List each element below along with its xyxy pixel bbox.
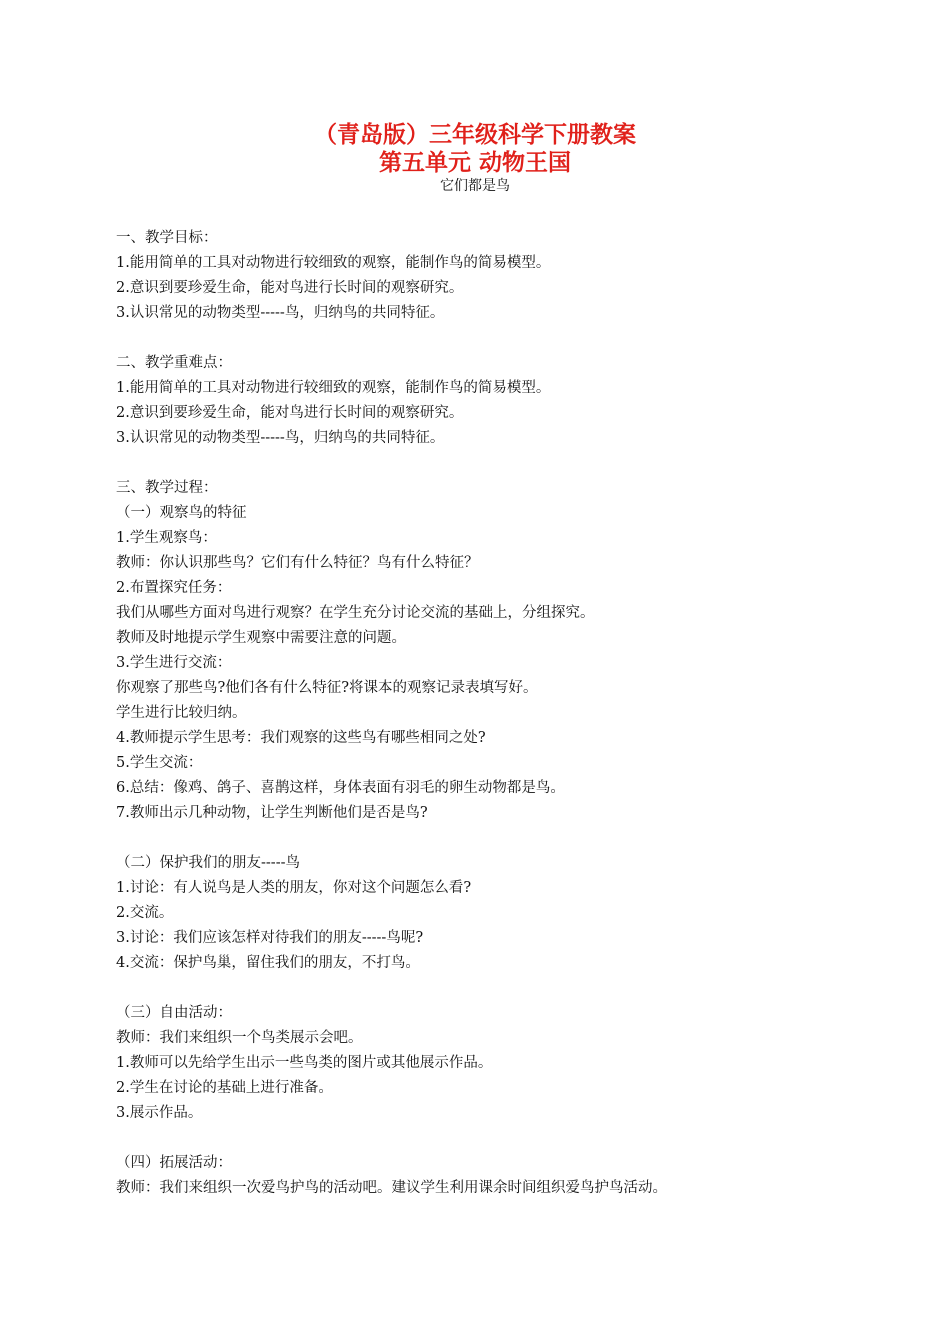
process-item: 4.交流：保护鸟巢，留住我们的朋友，不打鸟。 xyxy=(116,955,420,971)
key-point-item: 2.意识到要珍爱生命，能对鸟进行长时间的观察研究。 xyxy=(116,405,464,421)
section-heading-key-points: 二、教学重难点： xyxy=(116,355,232,371)
section-heading-process: 三、教学过程： xyxy=(116,480,218,496)
lesson-subtitle: 它们都是鸟 xyxy=(440,178,510,194)
key-point-item: 3.认识常见的动物类型-----鸟，归纳鸟的共同特征。 xyxy=(116,430,445,446)
process-item: 3.讨论：我们应该怎样对待我们的朋友-----鸟呢? xyxy=(116,930,424,946)
process-item: 3.学生进行交流： xyxy=(116,655,232,671)
process-item: 教师：我们来组织一次爱鸟护鸟的活动吧。建议学生利用课余时间组织爱鸟护鸟活动。 xyxy=(116,1180,667,1196)
objective-item: 1.能用简单的工具对动物进行较细致的观察，能制作鸟的简易模型。 xyxy=(116,255,551,271)
spacer xyxy=(116,451,836,476)
spacer xyxy=(116,976,836,1001)
subsection-heading-observe: （一）观察鸟的特征 xyxy=(116,505,247,521)
section-heading-objectives: 一、教学目标： xyxy=(116,230,218,246)
process-item: 你观察了那些鸟?他们各有什么特征?将课本的观察记录表填写好。 xyxy=(116,680,538,696)
objective-item: 3.认识常见的动物类型-----鸟，归纳鸟的共同特征。 xyxy=(116,305,445,321)
process-item: 2.布置探究任务： xyxy=(116,580,232,596)
key-point-item: 1.能用简单的工具对动物进行较细致的观察，能制作鸟的简易模型。 xyxy=(116,380,551,396)
objective-item: 2.意识到要珍爱生命，能对鸟进行长时间的观察研究。 xyxy=(116,280,464,296)
document-body xyxy=(116,226,836,1201)
document-title: （青岛版）三年级科学下册教案 xyxy=(314,122,636,148)
process-item: 6.总结：像鸡、鸽子、喜鹊这样，身体表面有羽毛的卵生动物都是鸟。 xyxy=(116,780,565,796)
process-item: 教师：你认识那些鸟？它们有什么特征？鸟有什么特征？ xyxy=(116,555,479,571)
spacer xyxy=(116,326,836,351)
process-item: 3.展示作品。 xyxy=(116,1105,203,1121)
process-item: 1.学生观察鸟： xyxy=(116,530,217,546)
unit-title: 第五单元 动物王国 xyxy=(378,150,571,176)
process-item: 学生进行比较归纳。 xyxy=(116,705,247,721)
process-item: 2.学生在讨论的基础上进行准备。 xyxy=(116,1080,333,1096)
subsection-heading-protect: （二）保护我们的朋友-----鸟 xyxy=(116,855,300,871)
process-item: 5.学生交流： xyxy=(116,755,203,771)
process-item: 1.讨论：有人说鸟是人类的朋友，你对这个问题怎么看? xyxy=(116,880,472,896)
process-item: 教师及时地提示学生观察中需要注意的问题。 xyxy=(116,630,406,646)
process-item: 7.教师出示几种动物，让学生判断他们是否是鸟? xyxy=(116,805,428,821)
spacer xyxy=(116,826,836,851)
process-item: 我们从哪些方面对鸟进行观察？在学生充分讨论交流的基础上，分组探究。 xyxy=(116,605,595,621)
process-item: 4.教师提示学生思考：我们观察的这些鸟有哪些相同之处? xyxy=(116,730,486,746)
process-item: 2.交流。 xyxy=(116,905,174,921)
subsection-heading-free-activity: （三）自由活动： xyxy=(116,1005,232,1021)
spacer xyxy=(116,1126,836,1151)
process-item: 教师：我们来组织一个鸟类展示会吧。 xyxy=(116,1030,363,1046)
subsection-heading-extension: （四）拓展活动： xyxy=(116,1155,232,1171)
process-item: 1.教师可以先给学生出示一些鸟类的图片或其他展示作品。 xyxy=(116,1055,493,1071)
